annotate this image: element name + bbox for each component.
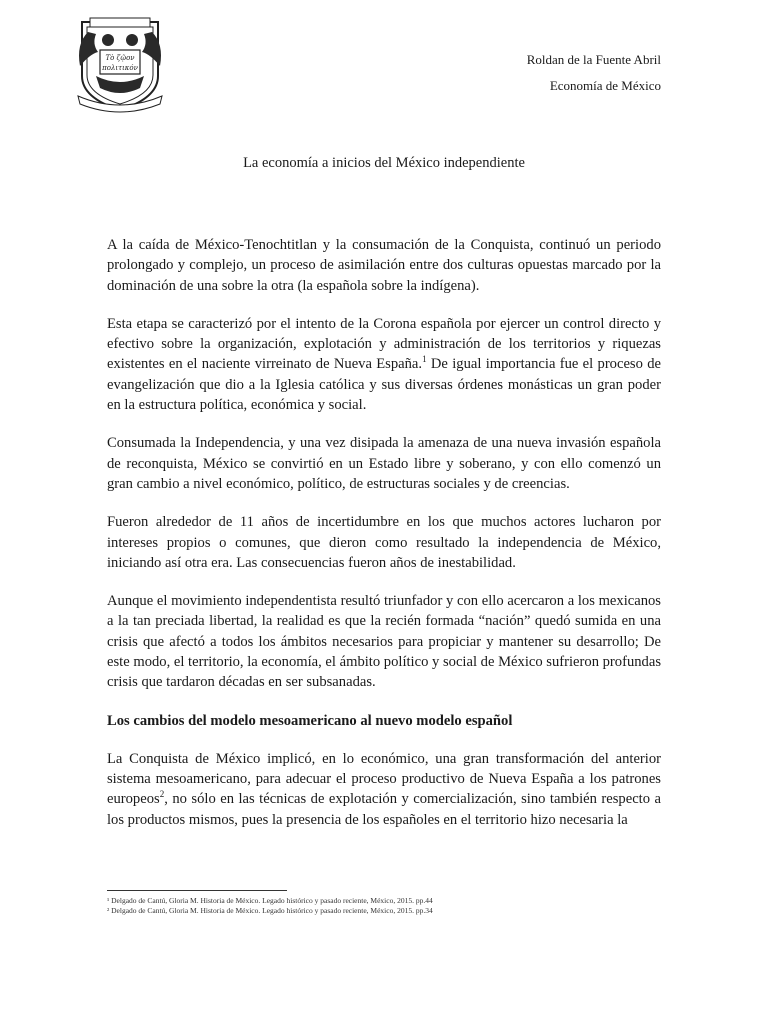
- footnote: ¹ Delgado de Cantú, Gloria M. Historia de México. Legado histórico y pasado reciente, México, 2015. pp.44: [107, 896, 433, 905]
- unam-fcpys-crest-icon: [68, 14, 172, 114]
- paragraph-text: A la caída de México-Tenochtitlan y la consumación de la Conquista, continuó un periodo prolongado y complejo, un proceso de asimilación entre dos culturas opuestas marcado por la dominación de una sobre la otra (la española sobre la indígena).: [107, 237, 661, 294]
- paragraph-text: , no sólo en las técnicas de explotación y comercialización, sino también respecto a los productos mismos, pues la presencia de los españoles en el territorio hizo necesaria la: [107, 791, 661, 828]
- paragraph: [107, 433, 661, 494]
- logo-motto-line-1: Τò ζῷον: [105, 54, 135, 62]
- document-title: La economía a inicios del México independiente: [243, 155, 525, 171]
- paragraph: [107, 591, 661, 692]
- paragraph: [107, 512, 661, 573]
- footnote-ref[interactable]: 1: [422, 354, 427, 365]
- paragraph-text: Fueron alrededor de 11 años de incertidumbre en los que muchos actores lucharon por intereses propios o comunes, que dieron como resultado la independencia de México, iniciando así otra era. Las consecuencias fueron años de inestabilidad.: [107, 514, 661, 571]
- paragraph: [107, 314, 661, 415]
- paragraph-text: De igual importancia fue el proceso de evangelización que dio a la Iglesia católica y sus diversas órdenes monásticas un gran poder en la estructura política, económica y social.: [107, 356, 661, 414]
- footnote-divider: [107, 890, 287, 891]
- paragraph-text: Aunque el movimiento independentista resultó triunfador y con ello acercaron a los mexicanos a la tan preciada libertad, la realidad es que la recién formada “nación” quedó sumida en una crisis que afectó a todos los ámbitos necesarios para propiciar y mantener su desarrollo; De este modo, el territorio, la economía, el ámbito político y social de México sufrieron profundas crisis que tardaron décadas en ser subsanadas.: [107, 593, 661, 691]
- footnote-ref[interactable]: 2: [159, 789, 165, 800]
- author-name: Roldan de la Fuente Abril: [526, 52, 661, 67]
- paragraph-text: La Conquista de México implicó, en lo económico, una gran transformación del anterior sistema mesoamericano, para adecuar el proceso productivo de Nueva España a los patrones europeos: [107, 750, 661, 808]
- logo-motto-line-2: πολιτικόν: [102, 64, 138, 72]
- document-body: [107, 235, 661, 848]
- course-name: Economía de México: [549, 78, 661, 93]
- paragraph: [107, 235, 661, 296]
- footnote: ² Delgado de Cantú, Gloria M. Historia de México. Legado histórico y pasado reciente, México, 2015. pp.34: [107, 906, 433, 915]
- paragraph: [107, 749, 661, 830]
- paragraph-text: Consumada la Independencia, y una vez disipada la amenaza de una nueva invasión española de reconquista, México se convirtió en un Estado libre y soberano, y con ello comenzó un gran cambio a nivel económico, político, de estructuras sociales y de creencias.: [107, 435, 661, 492]
- footnotes: [107, 896, 667, 916]
- paragraph-text: Esta etapa se caracterizó por el intento de la Corona española por ejercer un control directo y efectivo sobre la organización, explotación y administración de los territorios y riquezas existentes en el naciente virreinato de Nueva España.: [107, 315, 661, 373]
- university-crest-logo: [68, 14, 172, 114]
- section-heading: Los cambios del modelo mesoamericano al nuevo modelo español: [107, 712, 513, 729]
